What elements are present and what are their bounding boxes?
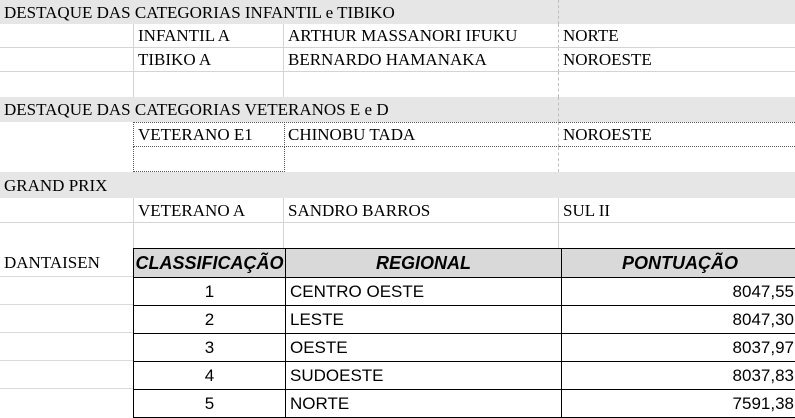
gridline <box>0 388 133 389</box>
header-label: REGIONAL <box>286 249 561 277</box>
regional-cell[interactable] <box>286 390 562 418</box>
header-regional[interactable] <box>286 249 562 278</box>
position-value: 4 <box>134 362 285 389</box>
empty-cell[interactable] <box>134 72 284 97</box>
score-cell[interactable] <box>562 362 795 390</box>
score-value: 8037,97 <box>562 334 795 361</box>
empty-cell[interactable] <box>284 223 559 248</box>
empty-cell[interactable] <box>0 147 134 172</box>
veteranos-row-1 <box>0 122 795 147</box>
section-title-grandprix[interactable]: GRAND PRIX <box>0 172 558 198</box>
athlete-name-cell[interactable]: ARTHUR MASSANORI IFUKU <box>284 24 559 48</box>
empty-cell[interactable] <box>284 72 559 97</box>
regional-cell[interactable] <box>286 306 562 334</box>
category-cell[interactable]: VETERANO E1 <box>133 122 285 147</box>
regional-cell[interactable] <box>286 334 562 362</box>
infantil-row-2 <box>0 48 795 72</box>
empty-row <box>0 223 795 248</box>
infantil-row-1 <box>0 24 795 48</box>
empty-cell[interactable] <box>134 223 284 248</box>
empty-cell[interactable] <box>0 198 134 223</box>
regional-cell[interactable] <box>286 278 562 306</box>
regional-value: SUDOESTE <box>286 362 561 389</box>
position-cell[interactable] <box>134 306 286 334</box>
section-row-grandprix <box>0 172 795 198</box>
empty-row <box>0 147 795 172</box>
section-row-veteranos <box>0 97 795 122</box>
position-cell[interactable] <box>134 362 286 390</box>
dantaisen-label[interactable]: DANTAISEN <box>0 248 134 276</box>
empty-cell[interactable] <box>0 24 134 48</box>
empty-cell[interactable] <box>0 48 134 72</box>
header-label: PONTUAÇÃO <box>562 249 795 277</box>
position-value: 2 <box>134 306 285 333</box>
gridline <box>0 276 133 277</box>
header-classificacao[interactable] <box>134 249 286 278</box>
regional-value: OESTE <box>286 334 561 361</box>
gridline <box>0 304 133 305</box>
column-divider <box>0 97 559 122</box>
header-label: CLASSIFICAÇÃO <box>134 249 285 277</box>
gridline <box>0 332 133 333</box>
score-value: 8037,83 <box>562 362 795 389</box>
column-divider <box>0 0 559 24</box>
regional-cell[interactable]: SUL II <box>559 198 795 223</box>
section-title-infantil[interactable]: DESTAQUE DAS CATEGORIAS INFANTIL e TIBIKO <box>0 0 558 24</box>
ranking-header-row <box>134 249 795 278</box>
position-value: 5 <box>134 390 285 417</box>
empty-cell[interactable] <box>133 147 285 172</box>
score-value: 8047,55 <box>562 278 795 305</box>
empty-cell[interactable] <box>0 223 134 248</box>
header-pontuacao[interactable] <box>562 249 795 278</box>
category-cell[interactable]: INFANTIL A <box>134 24 284 48</box>
regional-value: LESTE <box>286 306 561 333</box>
score-value: 8047,30 <box>562 306 795 333</box>
category-cell[interactable]: TIBIKO A <box>134 48 284 72</box>
ranking-table <box>133 248 795 418</box>
empty-cell[interactable] <box>284 147 559 172</box>
regional-cell[interactable] <box>286 362 562 390</box>
table-row <box>134 278 795 306</box>
athlete-name-cell[interactable]: CHINOBU TADA <box>284 122 559 147</box>
position-cell[interactable] <box>134 390 286 418</box>
empty-row <box>0 72 795 97</box>
category-cell[interactable]: VETERANO A <box>134 198 284 223</box>
section-title-veteranos[interactable]: DESTAQUE DAS CATEGORIAS VETERANOS E e D <box>0 97 558 122</box>
regional-cell[interactable]: NOROESTE <box>559 48 795 72</box>
regional-value: NORTE <box>286 390 561 417</box>
athlete-name-cell[interactable]: SANDRO BARROS <box>284 198 559 223</box>
table-row <box>134 362 795 390</box>
position-value: 1 <box>134 278 285 305</box>
table-row <box>134 334 795 362</box>
grandprix-row-1 <box>0 198 795 223</box>
score-value: 7591,38 <box>562 390 795 417</box>
score-cell[interactable] <box>562 306 795 334</box>
regional-cell[interactable]: NORTE <box>559 24 795 48</box>
position-cell[interactable] <box>134 334 286 362</box>
table-row <box>134 390 795 418</box>
empty-cell[interactable] <box>0 122 134 147</box>
empty-cell[interactable] <box>0 72 134 97</box>
gridline <box>0 360 133 361</box>
regional-cell[interactable]: NOROESTE <box>559 122 795 147</box>
section-row-infantil <box>0 0 795 24</box>
position-value: 3 <box>134 334 285 361</box>
regional-value: CENTRO OESTE <box>286 278 561 305</box>
table-row <box>134 306 795 334</box>
position-cell[interactable] <box>134 278 286 306</box>
athlete-name-cell[interactable]: BERNARDO HAMANAKA <box>284 48 559 72</box>
score-cell[interactable] <box>562 334 795 362</box>
score-cell[interactable] <box>562 278 795 306</box>
score-cell[interactable] <box>562 390 795 418</box>
